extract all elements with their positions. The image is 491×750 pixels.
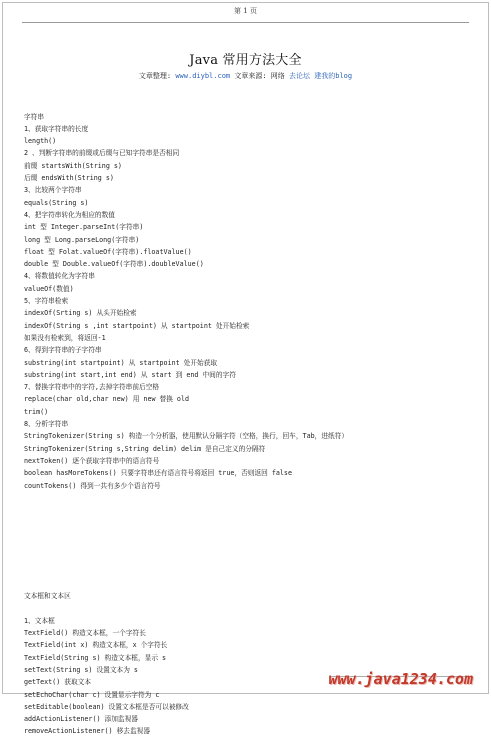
text-line: replace(char old,char new) 用 new 替换 old — [24, 395, 190, 404]
section-strings — [24, 111, 348, 492]
section-gap — [24, 516, 348, 528]
text-line: 1、获取字符串的长度 — [24, 124, 89, 133]
text-line: 文本框和文本区 — [24, 592, 71, 601]
text-line: setEchoChar(char c) 设置显示字符为 c — [24, 690, 160, 699]
text-line: StringTokenizer(String s,String delim) delim 是自己定义的分隔符 — [24, 444, 266, 453]
text-line: 7、替换字符串中的字符,去掉字符串前后空格 — [24, 383, 160, 392]
text-line: length() — [24, 137, 57, 146]
text-line: getText() 获取文本 — [24, 678, 92, 687]
text-line: 2 、判断字符串的前缀或后缀与已知字符串是否相同 — [24, 149, 180, 158]
document-title: Java 常用方法大全 — [189, 53, 302, 68]
text-line: indexOf(Srting s) 从头开始检索 — [24, 309, 137, 318]
text-line: 前缀 startsWith(String s) — [24, 161, 122, 170]
text-line: 字符串 — [24, 112, 45, 121]
text-line: equals(String s) — [24, 198, 89, 207]
page-number: 第 1 页 — [234, 7, 257, 15]
blog-link[interactable]: 去论坛 建我的blog — [289, 72, 353, 80]
text-line: StringTokenizer(String s) 构造一个分析器，使用默认分隔字符（空格，换行，回车，Tab，进纸符） — [24, 432, 349, 441]
text-line: 4、将数值转化为字符串 — [24, 272, 95, 281]
text-line: TextField(String s) 构造文本框，显示 s — [24, 653, 167, 662]
text-line: 6、得到字符串的子字符串 — [24, 346, 102, 355]
site-link[interactable]: www.diybl.com — [175, 72, 231, 80]
section-gap — [24, 553, 348, 565]
text-line — [24, 602, 348, 614]
text-line: valueOf(数值) — [24, 284, 74, 293]
text-line: long 型 Long.parseLong(字符串) — [24, 235, 140, 244]
text-line: 5、字符串检索 — [24, 297, 69, 306]
document-body — [24, 86, 348, 750]
text-line: substring(int startpoint) 从 startpoint 处开始获取 — [24, 358, 218, 367]
text-line: substring(int start,int end) 从 start 到 end 中间的字符 — [24, 370, 236, 379]
text-line: 4、把字符串转化为相应的数值 — [24, 210, 115, 219]
text-line: double 型 Double.valueOf(字符串).doubleValue() — [24, 260, 204, 269]
text-line: TextField() 构造文本框，一个字符长 — [24, 629, 146, 638]
text-line: nextToken() 逐个获取字符串中的语言符号 — [24, 456, 160, 465]
subtitle-prefix: 文章整理: — [138, 72, 172, 80]
text-line: 8、分析字符串 — [24, 420, 69, 429]
subtitle-source: 文章来源: 网络 — [234, 72, 285, 80]
text-line: 后缀 endsWith(String s) — [24, 174, 114, 183]
site-watermark: www.java1234.com — [328, 670, 473, 688]
text-line: removeActionListener() 移去监视器 — [24, 727, 151, 736]
text-line: boolean hasMoreTokens() 只要字符串还有语言符号将返回 true，否则返回 false — [24, 469, 292, 478]
text-line: countTokens() 得到一共有多少个语言符号 — [24, 481, 161, 490]
text-line: trim() — [24, 407, 49, 416]
text-line: 如果没有检索到，将返回-1 — [24, 333, 106, 342]
text-line: 3、比较两个字符串 — [24, 186, 82, 195]
text-line: setText(String s) 设置文本为 s — [24, 665, 138, 674]
text-line: 1、文本框 — [24, 616, 55, 625]
text-line: TextField(int x) 构造文本框，x 个字符长 — [24, 641, 168, 650]
header-rule — [22, 22, 469, 23]
document-subtitle — [0, 71, 491, 81]
text-line: float 型 Folat.valueOf(字符串).floatValue() — [24, 247, 192, 256]
text-line: setEditable(boolean) 设置文本框是否可以被修改 — [24, 702, 189, 711]
section-textfields — [24, 590, 348, 738]
text-line: addActionListener() 添加监视器 — [24, 715, 138, 724]
text-line: int 型 Integer.parseInt(字符串) — [24, 223, 144, 232]
text-line: indexOf(String s ,int startpoint) 从 startpoint 处开始检索 — [24, 321, 250, 330]
